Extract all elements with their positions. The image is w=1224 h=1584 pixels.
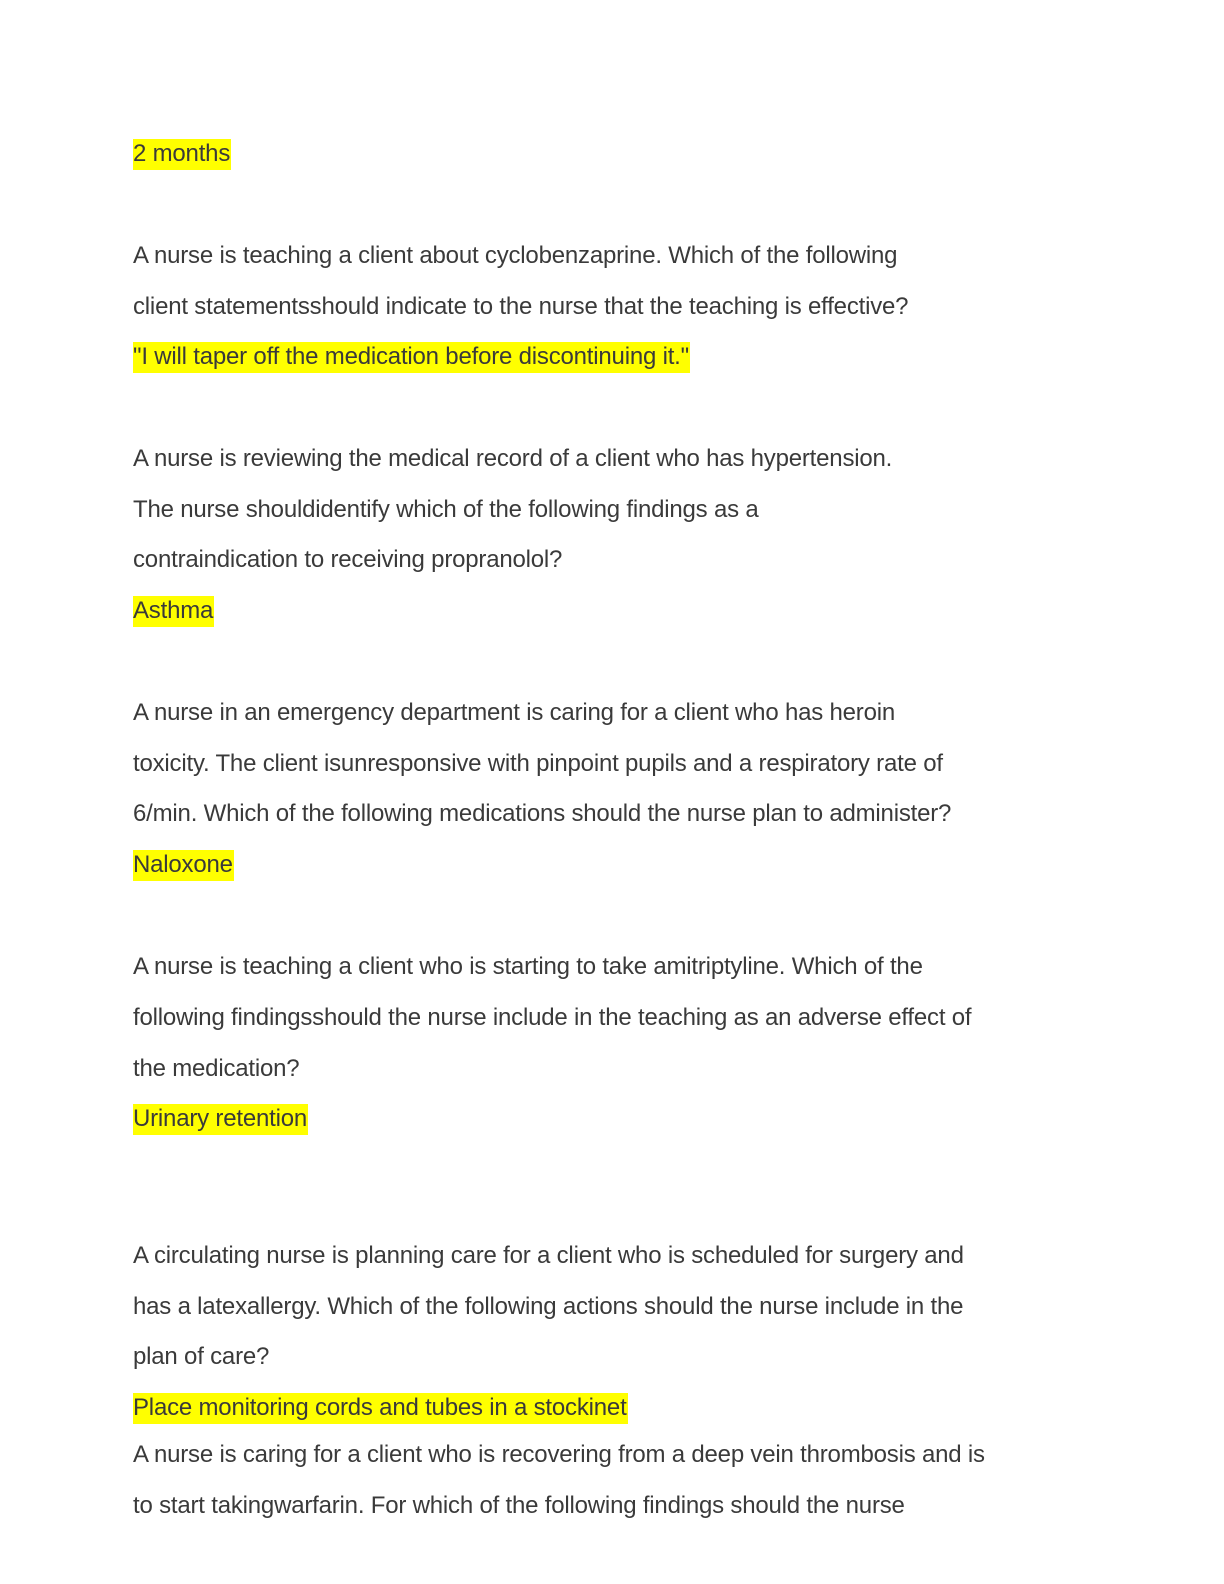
question-line: the medication? <box>133 1055 300 1082</box>
question-line: client statementsshould indicate to the nurse that the teaching is effective? <box>133 293 909 320</box>
question-line: 6/min. Which of the following medications should the nurse plan to administer? <box>133 800 952 827</box>
question-line: A nurse is reviewing the medical record of a client who has hypertension. <box>133 445 893 472</box>
question-line: A nurse is caring for a client who is recovering from a deep vein thrombosis and is <box>133 1441 985 1468</box>
question-line: A nurse is teaching a client who is starting to take amitriptyline. Which of the <box>133 953 923 980</box>
answer-highlight: Urinary retention <box>133 1104 308 1135</box>
answer-line <box>133 1104 308 1134</box>
answer-line <box>133 850 234 880</box>
question-line: contraindication to receiving propranolol? <box>133 546 563 573</box>
question-line: A nurse is teaching a client about cyclobenzaprine. Which of the following <box>133 242 898 269</box>
question-line: toxicity. The client isunresponsive with pinpoint pupils and a respiratory rate of <box>133 750 943 777</box>
answer-line <box>133 596 214 626</box>
question-line: A circulating nurse is planning care for a client who is scheduled for surgery and <box>133 1242 964 1269</box>
answer-line <box>133 342 690 372</box>
question-line: following findingsshould the nurse include in the teaching as an adverse effect of <box>133 1004 972 1031</box>
answer-highlight: Place monitoring cords and tubes in a stockinet <box>133 1393 628 1424</box>
question-line: has a latexallergy. Which of the following actions should the nurse include in the <box>133 1293 964 1320</box>
question-line: A nurse in an emergency department is caring for a client who has heroin <box>133 699 896 726</box>
answer-line <box>133 1393 628 1423</box>
answer-highlight: Naloxone <box>133 850 234 881</box>
answer-highlight: 2 months <box>133 139 231 170</box>
answer-highlight: Asthma <box>133 596 214 627</box>
answer-line <box>133 139 231 169</box>
question-line: plan of care? <box>133 1343 270 1370</box>
answer-highlight: "I will taper off the medication before discontinuing it." <box>133 342 690 373</box>
question-line: to start takingwarfarin. For which of the following findings should the nurse <box>133 1492 905 1519</box>
question-line: The nurse shouldidentify which of the following findings as a <box>133 496 759 523</box>
